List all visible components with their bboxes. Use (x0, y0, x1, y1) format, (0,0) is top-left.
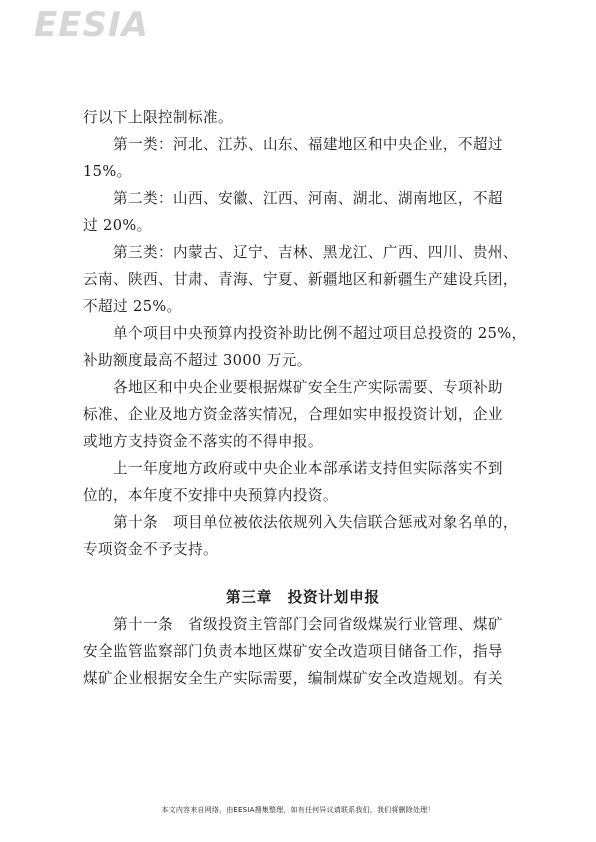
text-line: 煤矿企业根据安全生产实际需要，编制煤矿安全改造规划。有关 (83, 670, 503, 687)
text-line: 行以下上限控制标准。 (83, 109, 233, 126)
text-line: 第十一条 省级投资主管部门会同省级煤炭行业管理、煤矿 (113, 616, 503, 633)
text-line: 单个项目中央预算内投资补助比例不超过项目总投资的 25%， (113, 325, 527, 342)
text-line: 专项资金不予支持。 (83, 541, 218, 558)
text-line: 上一年度地方政府或中央企业本部承诺支持但实际落实不到 (113, 460, 503, 477)
text-line: 标准、企业及地方资金落实情况，合理如实申报投资计划，企业 (83, 406, 503, 423)
text-line: 第十条 项目单位被依法依规列入失信联合惩戒对象名单的， (113, 514, 518, 531)
text-line: 第三类：内蒙古、辽宁、吉林、黑龙江、广西、四川、贵州、 (113, 244, 518, 261)
document-body (83, 104, 527, 692)
section-spacer (83, 563, 523, 584)
text-line: 补助额度最高不超过 3000 万元。 (83, 352, 312, 369)
chapter-title: 第三章 投资计划申报 (226, 589, 380, 606)
text-line: 第二类：山西、安徽、江西、河南、湖北、湖南地区，不超 (113, 190, 503, 207)
text-line: 安全监管监察部门负责本地区煤矿安全改造项目储备工作，指导 (83, 643, 503, 660)
text-line: 不超过 25%。 (83, 298, 182, 315)
text-line: 过 20%。 (83, 217, 152, 234)
eesia-logo: EESIA (34, 5, 149, 45)
text-line: 各地区和中央企业要根据煤矿安全生产实际需要、专项补助 (113, 379, 503, 396)
text-line: 位的，本年度不安排中央预算内投资。 (83, 487, 338, 504)
text-line: 15%。 (83, 163, 132, 180)
footer-disclaimer: 本文内容来自网络，由EESIA搜集整理，如有任何异议请联系我们，我们将删除处理！ (161, 806, 435, 814)
text-line: 第一类：河北、江苏、山东、福建地区和中央企业，不超过 (113, 136, 503, 153)
text-line: 云南、陕西、甘肃、青海、宁夏、新疆地区和新疆生产建设兵团， (83, 271, 518, 288)
text-line: 或地方支持资金不落实的不得申报。 (83, 433, 323, 450)
